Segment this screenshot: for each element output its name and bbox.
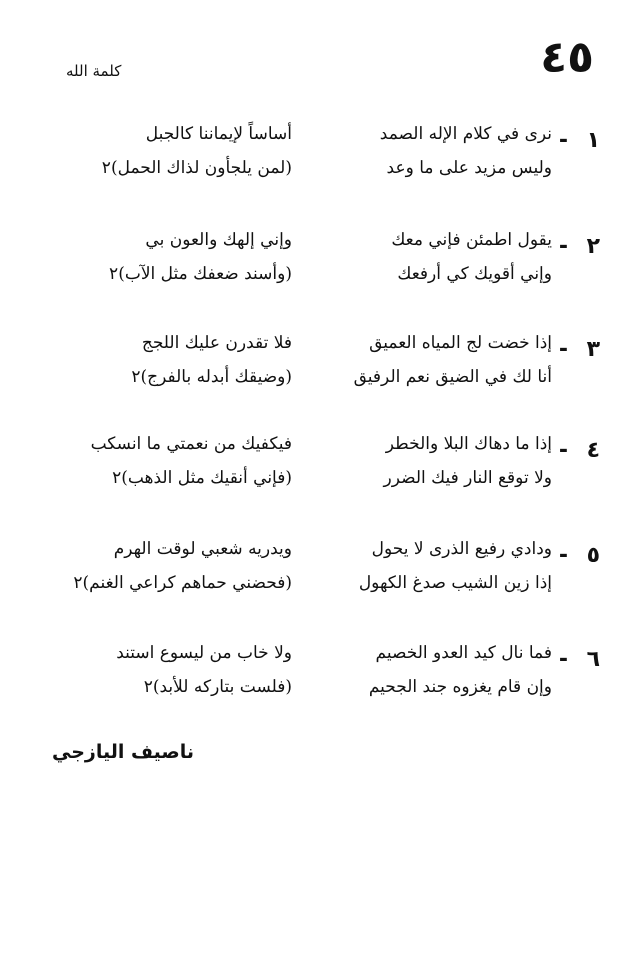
stanza-dash: - [558, 128, 568, 153]
verse-first-half [320, 432, 552, 500]
verse-second-half [60, 228, 292, 296]
verse-second-half [60, 331, 292, 399]
stanza-dash: - [558, 234, 568, 259]
verse-line: (فحضني حماهم كراعي الغنم)٢ [73, 573, 292, 593]
verse-second-half [60, 641, 292, 709]
verse-line: وليس مزيد على ما وعد [386, 158, 552, 178]
stanza-dash: - [558, 543, 568, 568]
verse-line: إذا خضت لج المياه العميق [369, 333, 552, 353]
author-name: ناصيف اليازجي [52, 741, 195, 763]
running-header: كلمة الله [66, 62, 122, 80]
stanza-dash: - [558, 647, 568, 672]
stanza-number: ٥ [586, 543, 600, 568]
verse-line: إذا زين الشيب صدغ الكهول [358, 573, 552, 593]
verse-line: (فلست بتاركه للأبد)٢ [143, 677, 292, 697]
stanza-number: ٤ [586, 438, 600, 463]
verse-line: فيكفيك من نعمتي ما انسكب [90, 434, 292, 454]
verse-line: ولا خاب من ليسوع استند [116, 643, 292, 663]
verse-line: وإني إلهك والعون بي [145, 230, 292, 250]
verse-line: وإني أقويك كي أرفعك [397, 264, 552, 284]
verse-second-half [60, 122, 292, 190]
stanza [40, 331, 600, 401]
verse-first-half [320, 641, 552, 709]
stanza-number: ٦ [586, 647, 600, 672]
stanza-number: ١ [586, 128, 600, 153]
verse-line: (لمن يلجأون لذاك الحمل)٢ [101, 158, 292, 178]
verse-first-half [320, 537, 552, 605]
page-number: ٤٥ [540, 32, 594, 83]
stanza-dash: - [558, 438, 568, 463]
verse-line: (وضيقك أبدله بالفرج)٢ [131, 367, 292, 387]
verse-line: فما نال كيد العدو الخصيم [375, 643, 552, 663]
stanza-number: ٣ [586, 337, 600, 362]
verse-line: ودادي رفيع الذرى لا يحول [371, 539, 552, 559]
verse-line: ويدريه شعبي لوقت الهرم [113, 539, 292, 559]
stanza-dash: - [558, 337, 568, 362]
stanza [40, 537, 600, 607]
stanza [40, 122, 600, 192]
verse-line: وإن قام يغزوه جند الجحيم [368, 677, 552, 697]
verse-first-half [320, 331, 552, 399]
stanza [40, 432, 600, 502]
verse-first-half [320, 122, 552, 190]
verse-second-half [60, 537, 292, 605]
verse-line: أنا لك في الضيق نعم الرفيق [353, 367, 552, 387]
stanza [40, 641, 600, 711]
verse-line: (وأسند ضعفك مثل الآب)٢ [109, 264, 292, 284]
verse-line: ولا توقع النار فيك الضرر [383, 468, 552, 488]
stanza-number: ٢ [586, 234, 600, 259]
verse-line: نرى في كلام الإله الصمد [379, 124, 552, 144]
verse-line: إذا ما دهاك البلا والخطر [385, 434, 552, 454]
stanza [40, 228, 600, 298]
verse-line: أساساً لإيماننا كالجبل [145, 124, 292, 144]
verse-line: فلا تقدرن عليك اللجج [141, 333, 292, 353]
verse-first-half [320, 228, 552, 296]
verse-line: (فإني أنقيك مثل الذهب)٢ [112, 468, 292, 488]
verse-second-half [60, 432, 292, 500]
verse-line: يقول اطمئن فإني معك [391, 230, 552, 250]
